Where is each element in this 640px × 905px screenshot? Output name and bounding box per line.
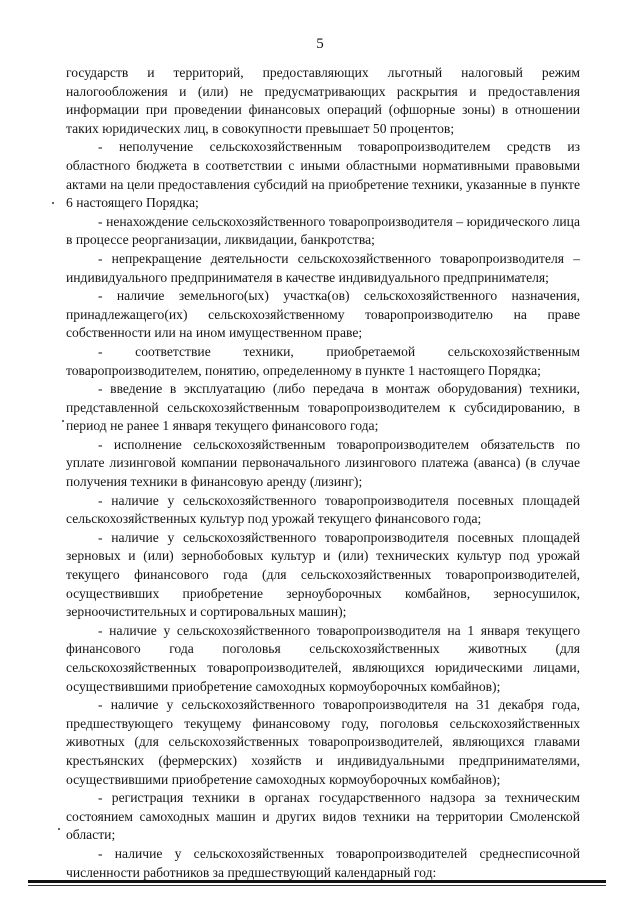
paragraph: - непрекращение деятельности сельскохозяйственного товаропроизводителя – индивидуального предпринимателя в качестве индивидуального предпринимателя;: [66, 250, 580, 285]
paragraph: - соответствие техники, приобретаемой сельскохозяйственным товаропроизводителем, понятию, определенному в пункте 1 настоящего Порядка;: [66, 343, 580, 378]
paragraph: - наличие у сельскохозяйственного товаропроизводителя посевных площадей сельскохозяйственных культур под урожай текущего финансового года;: [66, 492, 580, 527]
page-number: 5: [316, 36, 324, 52]
scan-speck: [52, 202, 54, 204]
paragraph: - наличие у сельскохозяйственного товаропроизводителя на 31 декабря года, предшествующего текущему финансовому году, поголовья сельскохозяйственных животных (для сельскохозяйственных товаропроизводителей, являющихся главами крестьянских (фермерских) хозяйств и индивидуальными предпринимателями, осуществившими приобретение самоходных кормоуборочных комбайнов);: [66, 697, 580, 787]
body-text: [66, 64, 580, 882]
paragraph: - регистрация техники в органах государственного надзора за техническим состоянием самоходных машин и других видов техники на территории Смоленской области;: [66, 790, 580, 843]
paragraph: - ненахождение сельскохозяйственного товаропроизводителя – юридического лица в процессе реорганизации, ликвидации, банкротства;: [66, 213, 580, 248]
footer-rule: [28, 880, 606, 883]
paragraph: государств и территорий, предоставляющих льготный налоговый режим налогообложения и (или) не предусматривающих раскрытия и предоставления информации при проведении финансовых операций (офшорные зоны) в отношении таких юридических лиц, в совокупности превышает 50 процентов;: [66, 65, 580, 136]
paragraph: - исполнение сельскохозяйственным товаропроизводителем обязательств по уплате лизинговой компании первоначального лизингового платежа (аванса) (в случае получения техники в финансовую аренду (лизинг);: [66, 436, 580, 490]
paragraph: - наличие у сельскохозяйственного товаропроизводителя на 1 января текущего финансового года поголовья сельскохозяйственных животных (для сельскохозяйственных товаропроизводителей, являющихся юридическими лицами, осуществившими приобретение самоходных кормоуборочных комбайнов);: [66, 622, 580, 694]
paragraph: - наличие земельного(ых) участка(ов) сельскохозяйственного назначения, принадлежащего(их) сельскохозяйственному товаропроизводителю на праве собственности или на ином имущественном праве;: [66, 288, 580, 341]
paragraph: - наличие у сельскохозяйственного товаропроизводителя посевных площадей зерновых и (или) зернобобовых культур и (или) технических культур под урожай текущего финансового года (для сельскохозяйственных товаропроизводителей, осуществивших приобретение зерноуборочных комбайнов, зерносушилок, зерноочистительных и сортировальных машин);: [66, 529, 580, 620]
paragraph: - введение в эксплуатацию (либо передача в монтаж оборудования) техники, представленной сельскохозяйственным товаропроизводителем к субсидированию, в период не ранее 1 января текущего финансового года;: [66, 381, 580, 434]
paragraph: - неполучение сельскохозяйственным товаропроизводителем средств из областного бюджета в соответствии с иными областными нормативными правовыми актами на цели предоставления субсидий на приобретение техники, указанные в пункте 6 настоящего Порядка;: [66, 139, 580, 211]
paragraph: - наличие у сельскохозяйственных товаропроизводителей среднесписочной численности работников за предшествующий календарный год:: [66, 845, 580, 880]
scan-speck: [62, 420, 64, 422]
footer-rule-thin: [28, 885, 606, 886]
scan-speck: [58, 828, 60, 830]
